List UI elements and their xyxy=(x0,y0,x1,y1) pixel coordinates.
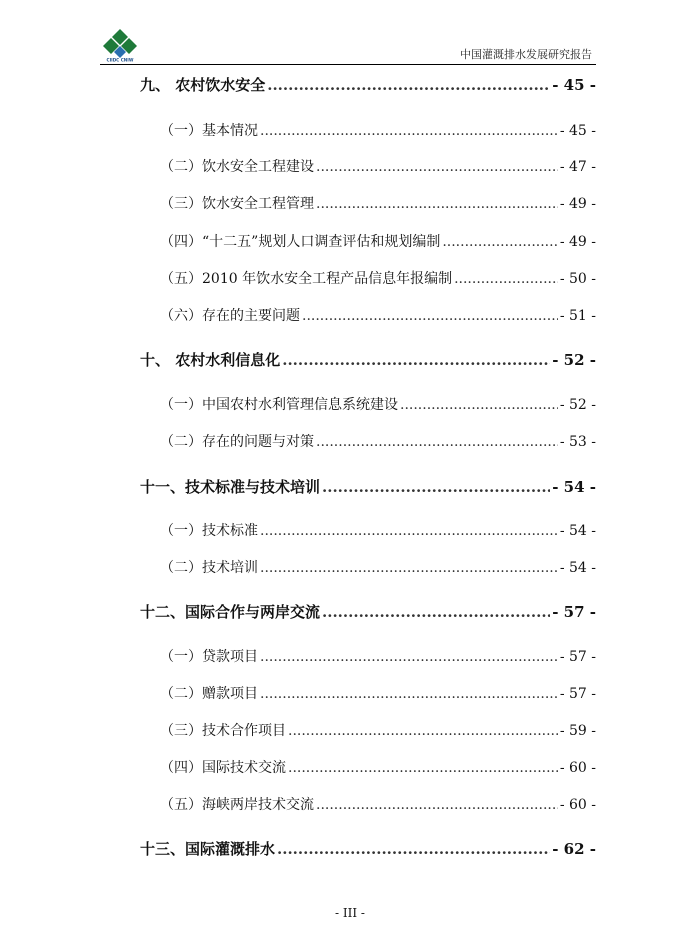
toc-entry-label: （二）技术培训 xyxy=(160,560,258,576)
toc-entry-label: 九、 农村饮水安全 xyxy=(140,76,266,94)
toc-leader-dots xyxy=(260,649,558,665)
toc-section-entry[interactable] xyxy=(160,720,596,740)
toc-chapter-entry[interactable] xyxy=(140,349,596,370)
toc-leader-dots xyxy=(277,840,550,858)
toc-entry-label: （三）饮水安全工程管理 xyxy=(160,196,314,212)
toc-entry-label: （一）中国农村水利管理信息系统建设 xyxy=(160,397,398,413)
toc-section-entry[interactable] xyxy=(160,431,596,451)
toc-entry-label: （二）饮水安全工程建设 xyxy=(160,159,314,175)
toc-entry-page: - 52 - xyxy=(559,397,596,413)
toc-entry-label: （五）海峡两岸技术交流 xyxy=(160,797,314,813)
svg-text:CIIDC CNIW: CIIDC CNIW xyxy=(106,57,134,62)
toc-leader-dots xyxy=(400,397,558,413)
toc-entry-page: - 57 - xyxy=(559,649,596,665)
toc-entry-page: - 51 - xyxy=(559,308,596,324)
toc-section-entry[interactable] xyxy=(160,646,596,666)
toc-leader-dots xyxy=(316,196,558,212)
toc-entry-label: （五）2010 年饮水安全工程产品信息年报编制 xyxy=(160,271,453,287)
toc-entry-page: - 53 - xyxy=(559,434,596,450)
toc-section-entry[interactable] xyxy=(160,156,596,176)
page-number: - III - xyxy=(335,906,365,920)
toc-entry-page: - 60 - xyxy=(559,760,596,776)
toc-section-entry[interactable] xyxy=(160,193,596,213)
toc-section-entry[interactable] xyxy=(160,268,596,288)
toc-leader-dots xyxy=(322,478,550,496)
toc-entry-page: - 49 - xyxy=(559,196,596,212)
toc-leader-dots xyxy=(442,234,557,250)
toc-entry-page: - 54 - xyxy=(552,478,596,496)
toc-entry-page: - 52 - xyxy=(552,351,596,369)
toc-entry-label: （六）存在的主要问题 xyxy=(160,308,300,324)
toc-leader-dots xyxy=(316,159,558,175)
toc-leader-dots xyxy=(454,271,558,287)
toc-leader-dots xyxy=(260,523,558,539)
toc-section-entry[interactable] xyxy=(160,231,596,251)
toc-chapter-entry[interactable] xyxy=(140,838,596,859)
toc-entry-page: - 50 - xyxy=(559,271,596,287)
toc-entry-label: 十、 农村水利信息化 xyxy=(140,351,281,369)
toc-entry-page: - 59 - xyxy=(559,723,596,739)
toc-leader-dots xyxy=(288,723,558,739)
toc-entry-label: 十三、国际灌溉排水 xyxy=(140,840,276,858)
toc-entry-label: （四）“十二五”规划人口调查评估和规划编制 xyxy=(160,234,441,250)
toc-entry-page: - 54 - xyxy=(559,523,596,539)
toc-chapter-entry[interactable] xyxy=(140,476,596,497)
toc-entry-page: - 57 - xyxy=(559,686,596,702)
toc-leader-dots xyxy=(316,797,558,813)
toc-leader-dots xyxy=(267,76,550,94)
toc-leader-dots xyxy=(260,686,558,702)
toc-entry-page: - 62 - xyxy=(552,840,596,858)
toc-entry-label: （二）存在的问题与对策 xyxy=(160,434,314,450)
toc-entry-page: - 60 - xyxy=(559,797,596,813)
toc-section-entry[interactable] xyxy=(160,683,596,703)
toc-entry-page: - 54 - xyxy=(559,560,596,576)
toc-entry-label: （一）技术标准 xyxy=(160,523,258,539)
toc-entry-label: （三）技术合作项目 xyxy=(160,723,286,739)
toc-leader-dots xyxy=(316,434,558,450)
toc-entry-page: - 45 - xyxy=(559,123,596,139)
toc-section-entry[interactable] xyxy=(160,757,596,777)
toc-leader-dots xyxy=(288,760,558,776)
toc-entry-page: - 57 - xyxy=(552,603,596,621)
toc-entry-label: （四）国际技术交流 xyxy=(160,760,286,776)
toc-leader-dots xyxy=(260,123,558,139)
toc-section-entry[interactable] xyxy=(160,394,596,414)
toc-section-entry[interactable] xyxy=(160,794,596,814)
toc-entry-label: 十一、技术标准与技术培训 xyxy=(140,478,321,496)
toc-chapter-entry[interactable] xyxy=(140,601,596,622)
toc-entry-label: 十二、国际合作与两岸交流 xyxy=(140,603,321,621)
toc-leader-dots xyxy=(302,308,558,324)
toc-section-entry[interactable] xyxy=(160,120,596,140)
toc-section-entry[interactable] xyxy=(160,557,596,577)
header-title: 中国灌溉排水发展研究报告 xyxy=(460,48,592,61)
toc-chapter-entry[interactable] xyxy=(140,74,596,95)
toc-section-entry[interactable] xyxy=(160,305,596,325)
toc-entry-label: （二）赠款项目 xyxy=(160,686,258,702)
toc-entry-label: （一）贷款项目 xyxy=(160,649,258,665)
toc-entry-page: - 47 - xyxy=(559,159,596,175)
toc-leader-dots xyxy=(282,351,550,369)
toc-section-entry[interactable] xyxy=(160,520,596,540)
toc-entry-label: （一）基本情况 xyxy=(160,123,258,139)
toc-entry-page: - 49 - xyxy=(559,234,596,250)
toc-entry-page: - 45 - xyxy=(552,76,596,94)
toc-leader-dots xyxy=(260,560,558,576)
toc-leader-dots xyxy=(322,603,550,621)
